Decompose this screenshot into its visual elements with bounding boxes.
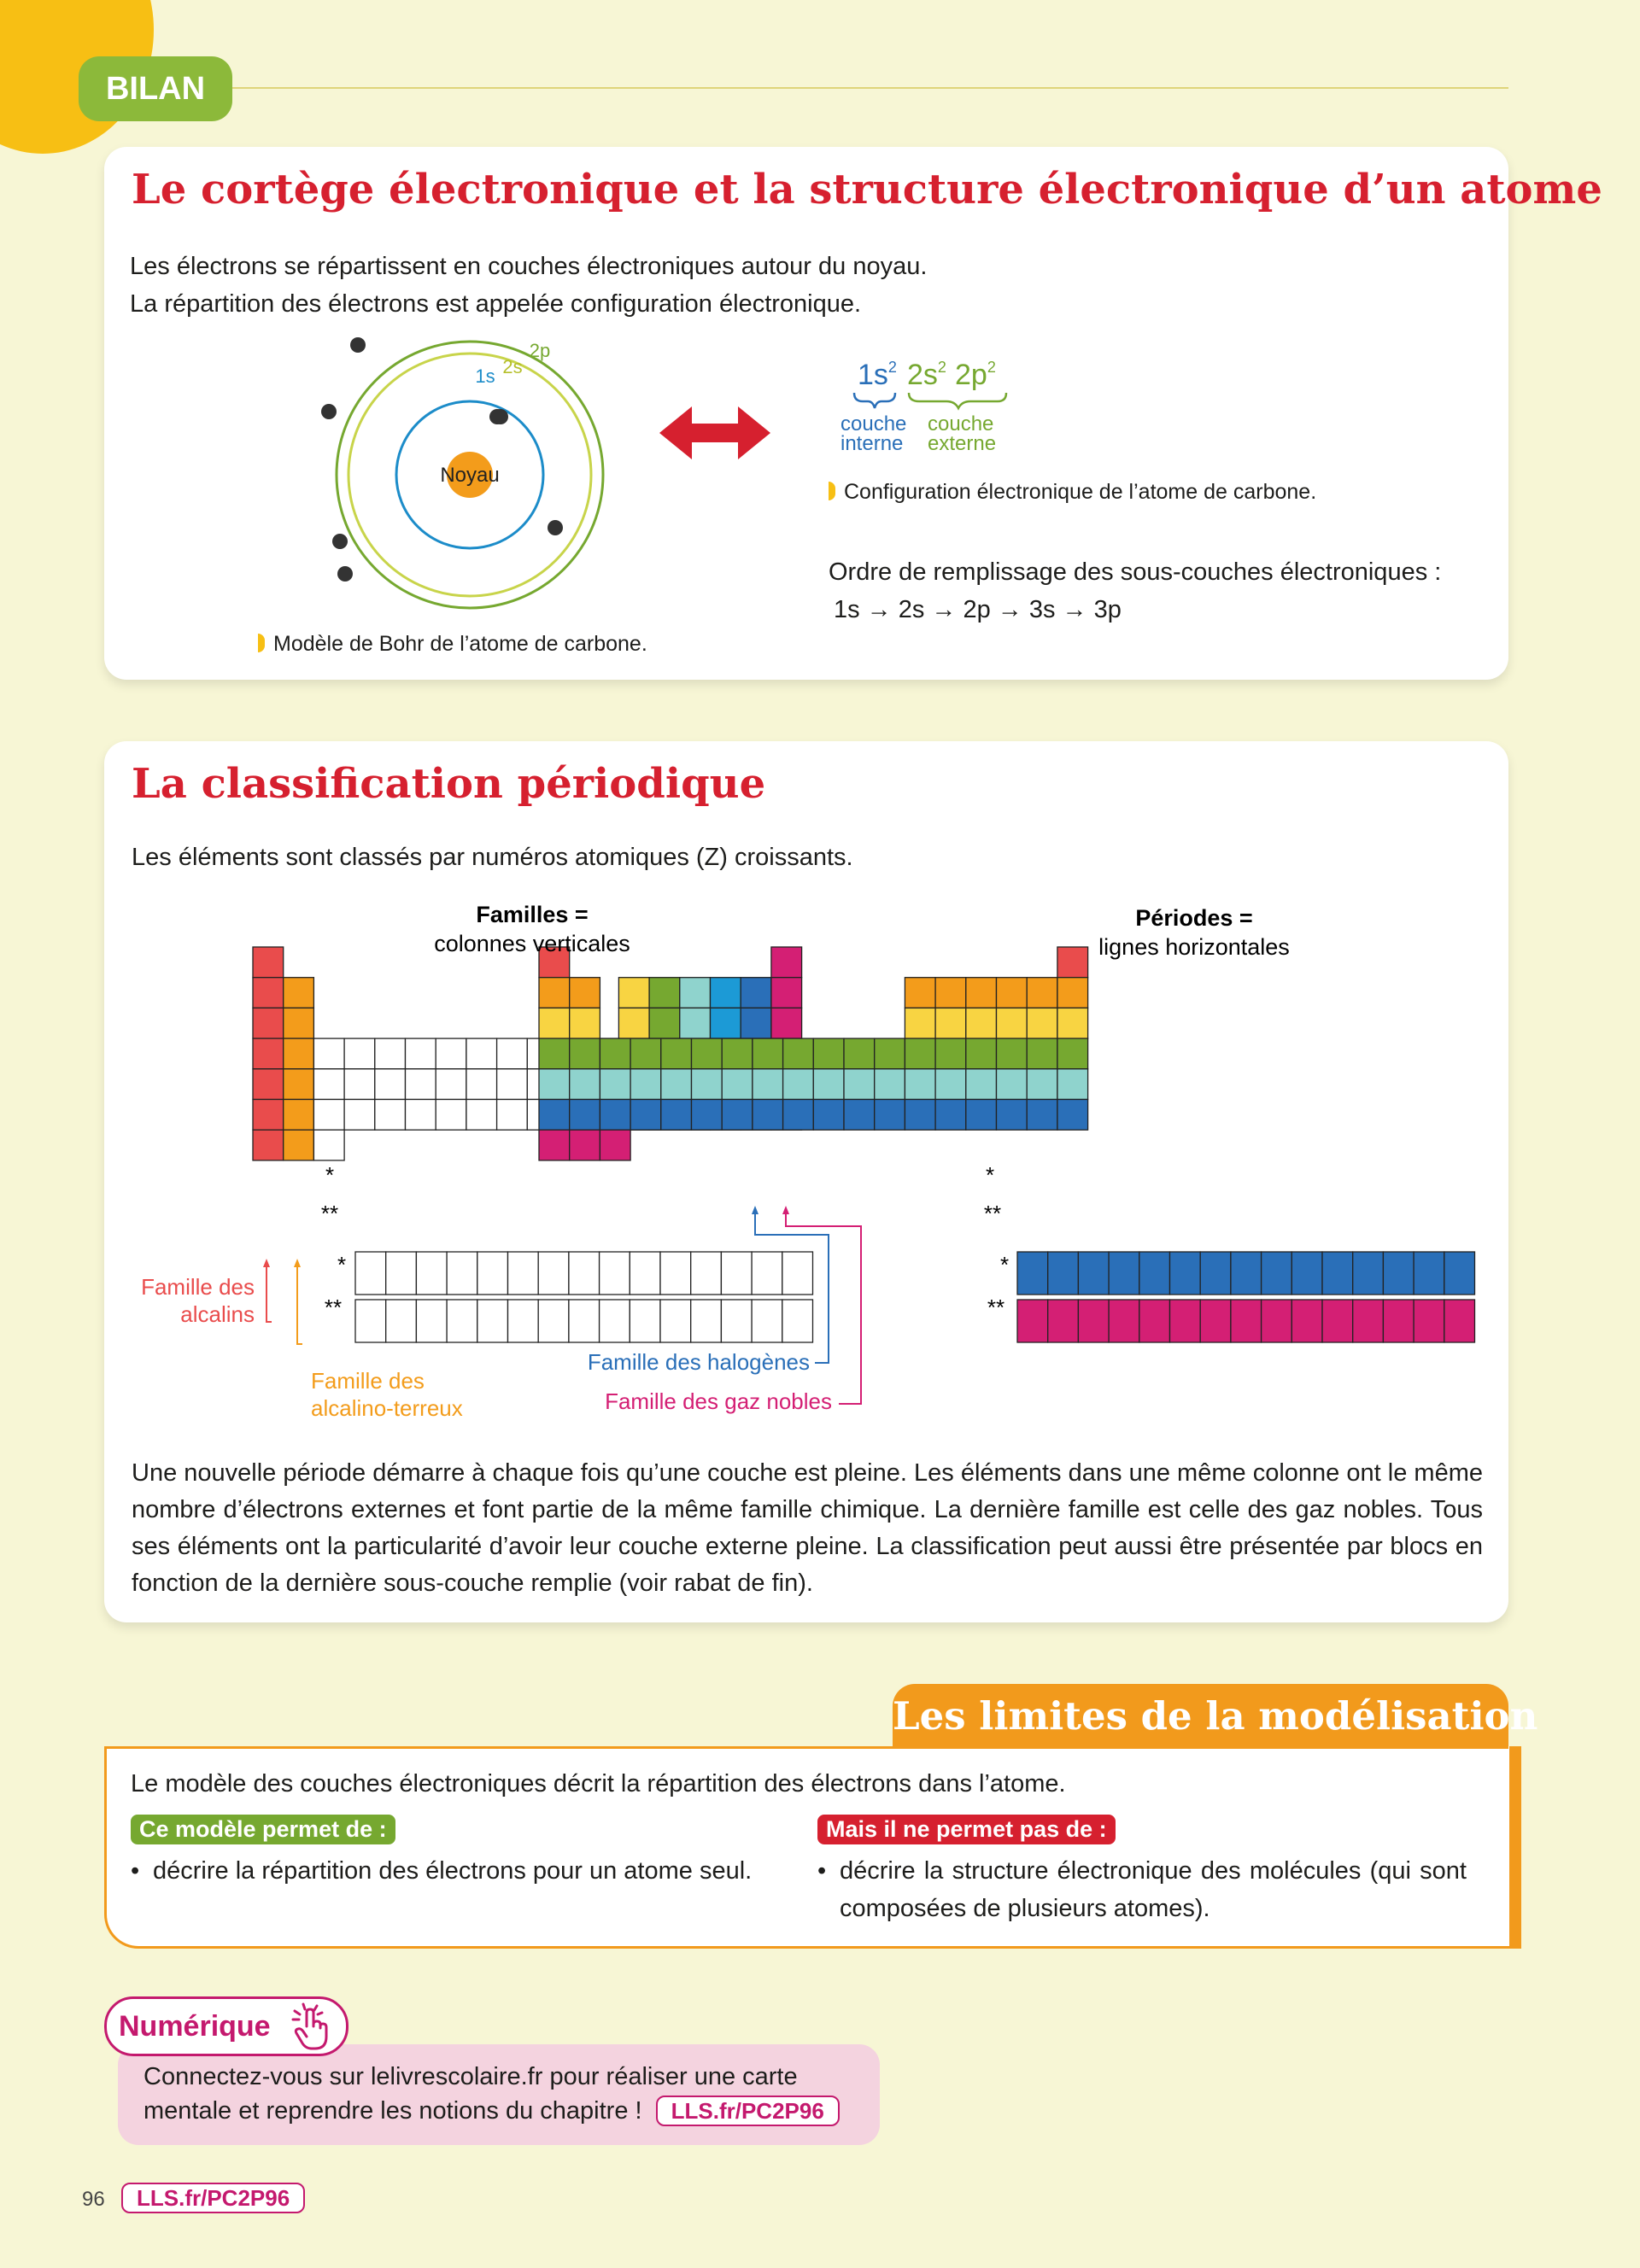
period-table-cell xyxy=(875,1069,905,1100)
family-table-cell xyxy=(313,1100,344,1131)
double-star-marker: ** xyxy=(324,1295,343,1320)
family-table-cell xyxy=(466,1038,497,1069)
cannot-item xyxy=(817,1852,1467,1927)
family-table-cell xyxy=(436,1038,466,1069)
family-table-cell xyxy=(284,1008,314,1038)
period-fblock-cell xyxy=(1322,1252,1353,1295)
inner-shell-label-1: couche xyxy=(840,412,907,435)
period-fblock-cell xyxy=(1353,1300,1384,1342)
period-table-cell xyxy=(997,978,1028,1008)
period-fblock-cell xyxy=(1414,1252,1444,1295)
svg-text:1s2 xyxy=(858,359,897,391)
period-table-cell xyxy=(935,1069,966,1100)
inner-shell-label-2: interne xyxy=(840,432,904,451)
period-table-cell xyxy=(630,1038,661,1069)
period-table-cell xyxy=(1057,1008,1088,1038)
bullet-icon: • xyxy=(817,1857,827,1885)
period-table-cell xyxy=(539,1100,570,1131)
period-table-cell xyxy=(753,1038,783,1069)
period-table-cell xyxy=(661,1069,692,1100)
numerique-text-line2 xyxy=(144,2092,840,2130)
numerique-text-line1: Connectez-vous sur lelivrescolaire.fr pour réaliser une carte xyxy=(144,2063,798,2090)
section-badge-bilan: BILAN xyxy=(79,56,232,121)
family-fblock-cell xyxy=(782,1252,813,1295)
section2-title: La classification périodique xyxy=(132,760,766,808)
period-table-cell xyxy=(600,1130,630,1160)
alcalins-pointer xyxy=(266,1266,272,1322)
family-table-cell xyxy=(771,978,802,1008)
period-table-cell xyxy=(1057,1069,1088,1100)
family-table-cell xyxy=(497,1100,528,1131)
periodic-table-diagram xyxy=(104,741,1508,1441)
section1-title: Le cortège électronique et la structure électronique d’un atome xyxy=(132,166,1602,213)
alcalino-pointer xyxy=(297,1266,302,1344)
family-table-cell xyxy=(466,1069,497,1100)
numerique-text-line2-label: mentale et reprendre les notions du chapitre ! xyxy=(144,2097,642,2125)
period-table-cell xyxy=(570,978,600,1008)
period-table-cell xyxy=(539,978,570,1008)
family-fblock-cell xyxy=(630,1252,660,1295)
period-table-cell xyxy=(692,1038,723,1069)
family-table-cell xyxy=(344,1038,375,1069)
electron xyxy=(548,520,563,535)
shell-1s-label: 1s xyxy=(475,365,495,387)
period-fblock-cell xyxy=(1170,1252,1201,1295)
double-arrow-icon xyxy=(659,403,770,463)
family-fblock-cell xyxy=(477,1252,508,1295)
family-table-cell xyxy=(741,978,771,1008)
families-title: Familles = xyxy=(476,902,589,927)
period-table-cell xyxy=(570,1130,600,1160)
period-table-cell xyxy=(539,1130,570,1160)
order-title: Ordre de remplissage des sous-couches électroniques : xyxy=(829,558,1442,586)
period-table-cell xyxy=(753,1069,783,1100)
family-fblock-cell xyxy=(508,1252,539,1295)
section1-intro-line1: Les électrons se répartissent en couches électroniques autour du noyau. xyxy=(130,253,928,280)
family-fblock-cell xyxy=(721,1300,752,1342)
can-item xyxy=(131,1852,805,1890)
section2-intro: Les éléments sont classés par numéros atomiques (Z) croissants. xyxy=(132,844,853,871)
family-fblock-cell xyxy=(508,1300,539,1342)
period-table-cell xyxy=(539,1069,570,1100)
config-exp-2s: 2 xyxy=(937,359,946,376)
alcalino-label-1: Famille des xyxy=(311,1368,425,1394)
family-fblock-cell xyxy=(660,1300,691,1342)
family-table-cell xyxy=(406,1069,436,1100)
star-marker: * xyxy=(337,1252,347,1277)
period-table-cell xyxy=(539,1038,570,1069)
period-table-cell xyxy=(722,1038,753,1069)
period-table-cell xyxy=(570,1008,600,1038)
period-table-cell xyxy=(692,1069,723,1100)
family-fblock-cell xyxy=(355,1300,386,1342)
can-item-text: décrire la répartition des électrons pour un atome seul. xyxy=(153,1857,753,1885)
numerique-box xyxy=(118,2044,880,2145)
period-table-cell xyxy=(813,1100,844,1131)
config-exp-2p: 2 xyxy=(987,359,996,376)
footer-link[interactable]: LLS.fr/PC2P96 xyxy=(121,2183,305,2213)
family-table-cell xyxy=(375,1069,406,1100)
family-table-cell xyxy=(284,1069,314,1100)
family-table-cell xyxy=(313,1069,344,1100)
period-table-cell xyxy=(966,1069,997,1100)
outer-shell-label-2: externe xyxy=(928,432,997,451)
family-table-cell xyxy=(253,1069,284,1100)
alcalins-label-1: Famille des xyxy=(141,1274,255,1300)
period-table-cell xyxy=(1027,1100,1057,1131)
family-table-cell xyxy=(649,978,680,1008)
limits-box xyxy=(104,1746,1521,1949)
family-fblock-cell xyxy=(569,1300,600,1342)
family-fblock-cell xyxy=(660,1252,691,1295)
period-fblock-cell xyxy=(1383,1300,1414,1342)
family-table-cell xyxy=(313,1038,344,1069)
inner-brace xyxy=(854,393,895,408)
period-table-cell xyxy=(997,1069,1028,1100)
bohr-caption: Modèle de Bohr de l’atome de carbone. xyxy=(258,632,647,657)
period-table-cell xyxy=(935,1038,966,1069)
period-table-cell xyxy=(783,1069,814,1100)
shell-2p-label: 2p xyxy=(529,340,551,361)
period-fblock-cell xyxy=(1170,1300,1201,1342)
halogenes-label: Famille des halogènes xyxy=(587,1349,810,1375)
period-table-cell xyxy=(844,1069,875,1100)
can-label: Ce modèle permet de : xyxy=(131,1815,395,1844)
family-table-cell xyxy=(284,978,314,1008)
period-fblock-cell xyxy=(1200,1300,1231,1342)
family-table-cell xyxy=(649,1008,680,1038)
alcalino-label-2: alcalino-terreux xyxy=(311,1395,463,1421)
star-marker: * xyxy=(999,1252,1010,1277)
double-star-marker: ** xyxy=(320,1201,339,1226)
family-fblock-cell xyxy=(721,1252,752,1295)
period-table-cell xyxy=(630,1100,661,1131)
family-table-cell xyxy=(436,1069,466,1100)
double-star-marker: ** xyxy=(983,1201,1002,1226)
family-table-cell xyxy=(284,1130,314,1160)
double-star-marker: ** xyxy=(987,1295,1005,1320)
period-fblock-cell xyxy=(1231,1252,1262,1295)
period-fblock-cell xyxy=(1353,1252,1384,1295)
electron xyxy=(350,337,366,353)
period-table-cell xyxy=(570,1069,600,1100)
outer-shell-label-1: couche xyxy=(928,412,994,435)
period-fblock-cell xyxy=(1200,1252,1231,1295)
family-table-cell xyxy=(253,1130,284,1160)
family-table-cell xyxy=(313,1130,344,1160)
family-fblock-cell xyxy=(600,1252,630,1295)
family-table-cell xyxy=(680,978,711,1008)
period-fblock-cell xyxy=(1231,1300,1262,1342)
family-table-cell xyxy=(618,1008,649,1038)
family-fblock-cell xyxy=(752,1300,782,1342)
period-table-cell xyxy=(1057,947,1088,978)
family-fblock-cell xyxy=(782,1300,813,1342)
section2-conclusion: Une nouvelle période démarre à chaque fois qu’une couche est pleine. Les éléments dans une même colonne ont le même nombre d’électrons externes et font partie de la même famille chimique. La dernière famille est celle des gaz nobles. Tous ses éléments ont la particularité d’avoir leur couche externe pleine. La classification peut aussi être présentée par blocs en fonction de la dernière sous-couche remplie (voir rabat de fin). xyxy=(132,1459,1483,1597)
family-table-cell xyxy=(771,1008,802,1038)
numerique-link[interactable]: LLS.fr/PC2P96 xyxy=(656,2096,840,2126)
periods-title: Périodes = xyxy=(1135,905,1253,931)
period-table-cell xyxy=(905,978,935,1008)
star-marker: * xyxy=(325,1162,335,1188)
period-table-cell xyxy=(905,1069,935,1100)
family-table-cell xyxy=(497,1069,528,1100)
electron xyxy=(321,404,337,419)
family-table-cell xyxy=(253,1008,284,1038)
alcalins-label-2: alcalins xyxy=(180,1301,255,1327)
family-table-cell xyxy=(253,947,284,978)
period-table-cell xyxy=(1057,1038,1088,1069)
period-fblock-cell xyxy=(1139,1252,1170,1295)
period-fblock-cell xyxy=(1048,1300,1079,1342)
period-table-cell xyxy=(661,1038,692,1069)
svg-text:2p2 xyxy=(955,359,996,391)
config-term-2s: 2s xyxy=(907,359,938,391)
limits-top-border xyxy=(104,1746,893,1749)
periods-subtitle: lignes horizontales xyxy=(1098,934,1290,960)
family-fblock-cell xyxy=(386,1300,417,1342)
family-table-cell xyxy=(253,1100,284,1131)
period-table-cell xyxy=(783,1038,814,1069)
outer-brace xyxy=(909,393,1006,408)
order-sequence: 1s → 2s → 2p → 3s → 3p xyxy=(834,596,1122,623)
family-table-cell xyxy=(344,1069,375,1100)
period-table-cell xyxy=(905,1100,935,1131)
period-table-cell xyxy=(905,1008,935,1038)
electron xyxy=(337,566,353,582)
period-table-cell xyxy=(722,1069,753,1100)
period-table-cell xyxy=(966,978,997,1008)
period-fblock-cell xyxy=(1262,1252,1292,1295)
electron xyxy=(332,534,348,549)
family-table-cell xyxy=(711,978,741,1008)
period-table-cell xyxy=(935,978,966,1008)
period-table-cell xyxy=(875,1100,905,1131)
period-table-cell xyxy=(570,1038,600,1069)
family-table-cell xyxy=(406,1038,436,1069)
config-exp-1s: 2 xyxy=(887,359,897,376)
period-fblock-cell xyxy=(1444,1300,1475,1342)
cannot-item-text: décrire la structure électronique des molécules (qui sont composées de plusieurs atomes). xyxy=(840,1857,1467,1922)
period-table-cell xyxy=(1057,1100,1088,1131)
footer-link-wrap xyxy=(121,2183,305,2213)
period-fblock-cell xyxy=(1444,1252,1475,1295)
config-term-2p: 2p xyxy=(955,359,987,391)
period-table-cell xyxy=(905,1038,935,1069)
family-fblock-cell xyxy=(630,1300,660,1342)
period-table-cell xyxy=(600,1038,630,1069)
period-fblock-cell xyxy=(1109,1252,1139,1295)
period-table-cell xyxy=(722,1100,753,1131)
period-table-cell xyxy=(844,1100,875,1131)
period-fblock-cell xyxy=(1109,1300,1139,1342)
family-table-cell xyxy=(253,978,284,1008)
family-table-cell xyxy=(436,1100,466,1131)
tap-hand-icon xyxy=(286,2002,337,2054)
family-fblock-cell xyxy=(477,1300,508,1342)
period-table-cell xyxy=(539,1008,570,1038)
family-fblock-cell xyxy=(416,1300,447,1342)
period-fblock-cell xyxy=(1078,1300,1109,1342)
family-table-cell xyxy=(497,1038,528,1069)
period-fblock-cell xyxy=(1078,1252,1109,1295)
shell-2s-label: 2s xyxy=(502,356,523,377)
period-table-cell xyxy=(1027,1038,1057,1069)
gaz-nobles-label: Famille des gaz nobles xyxy=(605,1388,832,1414)
period-table-cell xyxy=(630,1069,661,1100)
period-table-cell xyxy=(966,1008,997,1038)
family-table-cell xyxy=(375,1038,406,1069)
family-table-cell xyxy=(253,1038,284,1069)
family-fblock-cell xyxy=(447,1300,477,1342)
family-table-cell xyxy=(741,1008,771,1038)
period-table-cell xyxy=(966,1100,997,1131)
family-table-cell xyxy=(344,1100,375,1131)
period-table-cell xyxy=(997,1100,1028,1131)
family-fblock-cell xyxy=(752,1252,782,1295)
config-term-1s: 1s xyxy=(858,359,888,391)
cannot-label: Mais il ne permet pas de : xyxy=(817,1815,1116,1844)
period-table-cell xyxy=(1027,1008,1057,1038)
period-table-cell xyxy=(692,1100,723,1131)
family-fblock-cell xyxy=(355,1252,386,1295)
period-table-cell xyxy=(997,1008,1028,1038)
families-subtitle: colonnes verticales xyxy=(434,931,630,956)
config-caption: Configuration électronique de l’atome de carbone. xyxy=(829,480,1316,505)
noyau-label: Noyau xyxy=(440,464,500,487)
family-table-cell xyxy=(466,1100,497,1131)
period-table-cell xyxy=(661,1100,692,1131)
family-fblock-cell xyxy=(600,1300,630,1342)
family-fblock-cell xyxy=(538,1252,569,1295)
period-table-cell xyxy=(1057,978,1088,1008)
family-table-cell xyxy=(711,1008,741,1038)
period-table-cell xyxy=(935,1100,966,1131)
family-table-cell xyxy=(284,1038,314,1069)
period-table-cell xyxy=(813,1038,844,1069)
family-fblock-cell xyxy=(569,1252,600,1295)
svg-text:2s2 xyxy=(907,359,946,391)
period-table-cell xyxy=(813,1069,844,1100)
family-fblock-cell xyxy=(538,1300,569,1342)
period-fblock-cell xyxy=(1292,1252,1322,1295)
period-table-cell xyxy=(1027,978,1057,1008)
period-table-cell xyxy=(600,1100,630,1131)
period-table-cell xyxy=(844,1038,875,1069)
period-table-cell xyxy=(935,1008,966,1038)
period-fblock-cell xyxy=(1383,1252,1414,1295)
family-fblock-cell xyxy=(416,1252,447,1295)
family-table-cell xyxy=(284,1100,314,1131)
period-table-cell xyxy=(753,1100,783,1131)
bohr-model-diagram xyxy=(309,335,617,617)
period-fblock-cell xyxy=(1322,1300,1353,1342)
period-table-cell xyxy=(966,1038,997,1069)
period-fblock-cell xyxy=(1017,1252,1048,1295)
family-table-cell xyxy=(771,947,802,978)
period-table-cell xyxy=(600,1069,630,1100)
page-number: 96 xyxy=(82,2188,105,2211)
period-fblock-cell xyxy=(1262,1300,1292,1342)
family-fblock-cell xyxy=(691,1252,722,1295)
family-table-cell xyxy=(375,1100,406,1131)
electron xyxy=(489,409,505,424)
family-fblock-cell xyxy=(691,1300,722,1342)
period-fblock-cell xyxy=(1292,1300,1322,1342)
limits-intro: Le modèle des couches électroniques décrit la répartition des électrons dans l’atome. xyxy=(131,1770,1066,1797)
family-table-cell xyxy=(406,1100,436,1131)
numerique-pill xyxy=(104,1996,348,2056)
period-table-cell xyxy=(1027,1069,1057,1100)
header-divider xyxy=(232,87,1508,89)
card-periodic-classification xyxy=(104,741,1508,1622)
period-fblock-cell xyxy=(1048,1252,1079,1295)
family-table-cell xyxy=(680,1008,711,1038)
period-fblock-cell xyxy=(1414,1300,1444,1342)
section1-intro-line2: La répartition des électrons est appelée configuration électronique. xyxy=(130,290,862,318)
period-table-cell xyxy=(570,1100,600,1131)
period-fblock-cell xyxy=(1017,1300,1048,1342)
numerique-label: Numérique xyxy=(119,2010,271,2043)
family-table-cell xyxy=(618,978,649,1008)
family-fblock-cell xyxy=(447,1252,477,1295)
card-electronic-structure xyxy=(104,147,1602,680)
period-fblock-cell xyxy=(1139,1300,1170,1342)
star-marker: * xyxy=(985,1162,995,1188)
electron-configuration xyxy=(837,348,1093,451)
bullet-icon: • xyxy=(131,1857,140,1885)
family-fblock-cell xyxy=(386,1252,417,1295)
period-table-cell xyxy=(997,1038,1028,1069)
period-table-cell xyxy=(875,1038,905,1069)
period-table-cell xyxy=(783,1100,814,1131)
limits-title: Les limites de la modélisation xyxy=(893,1684,1508,1749)
